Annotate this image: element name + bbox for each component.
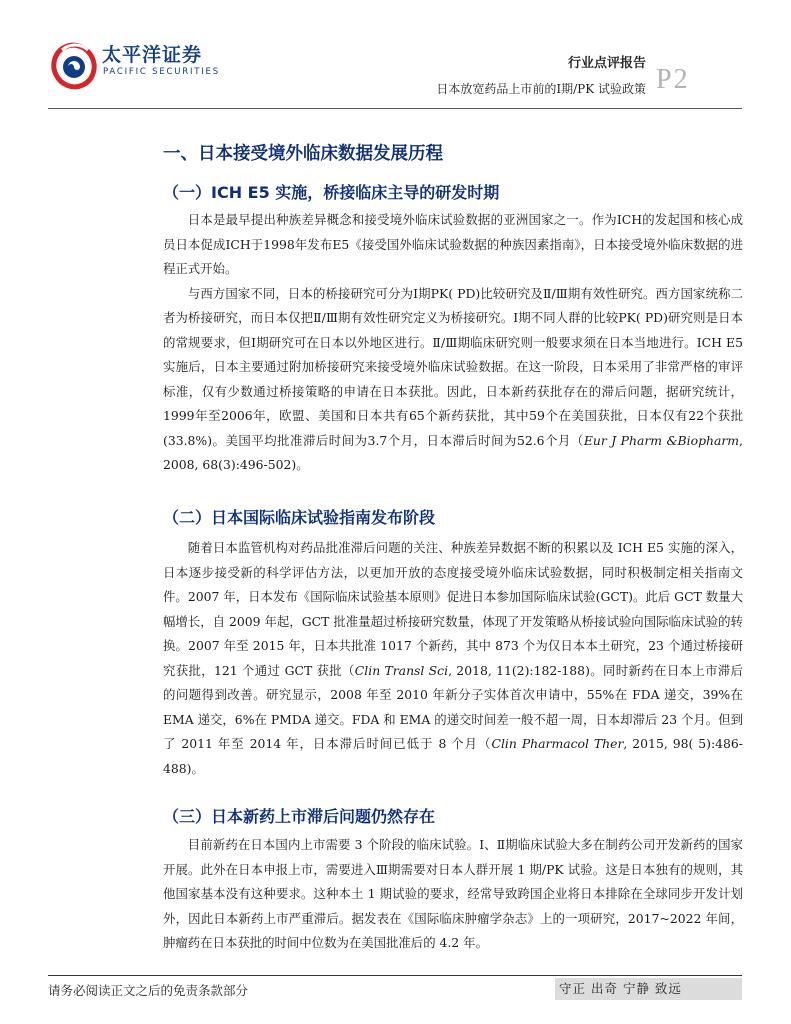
paragraph: 目前新药在日本国内上市需要 3 个阶段的临床试验。Ⅰ、Ⅱ期临床试验大多在制药公司开发新药的国家开展。此外在日本申报上市，需要进入Ⅲ期需要对日本人群开展 1 期/PK 试验。这是日本独有的规则，其他国家基本没有这种要求。这种本土 1 期试验的要求，经常导致跨国企业将日本排除在全球同步开发计划外，因此日本新药上市严重滞后。据发表在《国际临床肿瘤学杂志》上的一项研究，2017~2022 年间，肿瘤药在日本获批的时间中位数为在美国批准后的 4.2 年。 — [163, 837, 743, 950]
company-name-cn: 太平洋证券 — [102, 44, 203, 66]
citation-journal: Clin Pharmacol Ther — [491, 736, 624, 751]
paragraph: 随着日本监管机构对药品批准滞后问题的关注、种族差异数据不断的积累以及 ICH E5 实施的深入，日本逐步接受新的科学评估方法，以更加开放的态度接受境外临床试验数据，同时积极制定相关指南文件。2007 年，日本发布《国际临床试验基本原则》促进日本参加国际临床试验(GCT)。此后 GCT 数量大幅增长，自 2009 年起，GCT 批准量超过桥接研究数量，体现了开发策略从桥接试验向国际临床试验的转换。2007 年至 2015 年，日本共批准 1017 个新药，其中 873 个为仅日本本土研究，23 个通过桥接研究获批，121 个通过 GCT 获批（Clin Transl Sci, 2018, 11(2):182-188)。同时新药在日本上市滞后的问题得到改善。研究显示，2008 年至 2010 年新分子实体首次申请中，55%在 FDA 递交，39%在 EMA 递交，6%在 PMDA 递交。FDA 和 EMA 的递交时间差一般不超一周，日本却滞后 23 个月。但到了 2011 年至 2014 年，日本滞后时间已低于 8 个月（Clin Pharmacol Ther, 2015, 98( 5):486-488)。 — [163, 540, 743, 776]
company-logo — [48, 36, 238, 96]
subsection-title-1: （一）ICH E5 实施，桥接临床主导的研发时期 — [163, 183, 500, 202]
report-title: 日本放宽药品上市前的Ⅰ期/PK 试验政策 — [436, 82, 646, 96]
subsection-3-body — [163, 833, 743, 956]
report-type: 行业点评报告 — [567, 56, 646, 71]
paragraph: 与西方国家不同，日本的桥接研究可分为Ⅰ期PK( PD)比较研究及Ⅱ/Ⅲ期有效性研究。西方国家统称二者为桥接研究，而日本仅把Ⅱ/Ⅲ期有效性研究定义为桥接研究。Ⅰ期不同人群的比较PK( PD)研究则是日本的常规要求，但Ⅰ期研究可在日本以外地区进行。Ⅱ/Ⅲ期临床研究则一般要求须在日本当地进行。ICH E5实施后，日本主要通过附加桥接研究来接受境外临床试验数据。在这一阶段，日本采用了非常严格的审评标准，仅有少数通过桥接策略的申请在日本获批。因此，日本新药获批存在的滞后问题，据研究统计，1999年至2006年，欧盟、美国和日本共有65个新药获批，其中59个在美国获批，日本仅有22个获批(33.8%)。美国平均批准滞后时间为3.7个月，日本滞后时间为52.6个月（Eur J Pharm &Biopharm, 2008, 68(3):496-502)。 — [163, 285, 743, 472]
subsection-2-body — [163, 536, 743, 781]
header-divider — [48, 108, 742, 109]
subsection-1-body — [163, 208, 743, 478]
subsection-title-2: （二）日本国际临床试验指南发布阶段 — [163, 508, 436, 527]
citation-journal: Clin Transl Sci — [354, 662, 449, 678]
footer-divider — [48, 975, 742, 976]
disclaimer-text: 请务必阅读正文之后的免责条款部分 — [48, 983, 249, 998]
subsection-title-3: （三）日本新药上市滞后问题仍然存在 — [163, 807, 436, 826]
citation-journal: Eur J Pharm &Biopharm — [583, 432, 740, 448]
section-title: 一、日本接受境外临床数据发展历程 — [163, 144, 443, 164]
page-header — [0, 0, 791, 110]
company-motto: 守正 出奇 宁静 致远 — [555, 978, 742, 1000]
paragraph: 日本是最早提出种族差异概念和接受境外临床试验数据的亚洲国家之一。作为ICH的发起国和核心成员日本促成ICH于1998年发布E5《接受国外临床试验数据的种族因素指南》，日本接受境外临床数据的进程正式开始。 — [163, 212, 743, 276]
company-name-en: PACIFIC SECURITIES — [103, 67, 220, 77]
logo-mark-icon — [48, 36, 98, 92]
page-number: P2 — [656, 64, 690, 95]
